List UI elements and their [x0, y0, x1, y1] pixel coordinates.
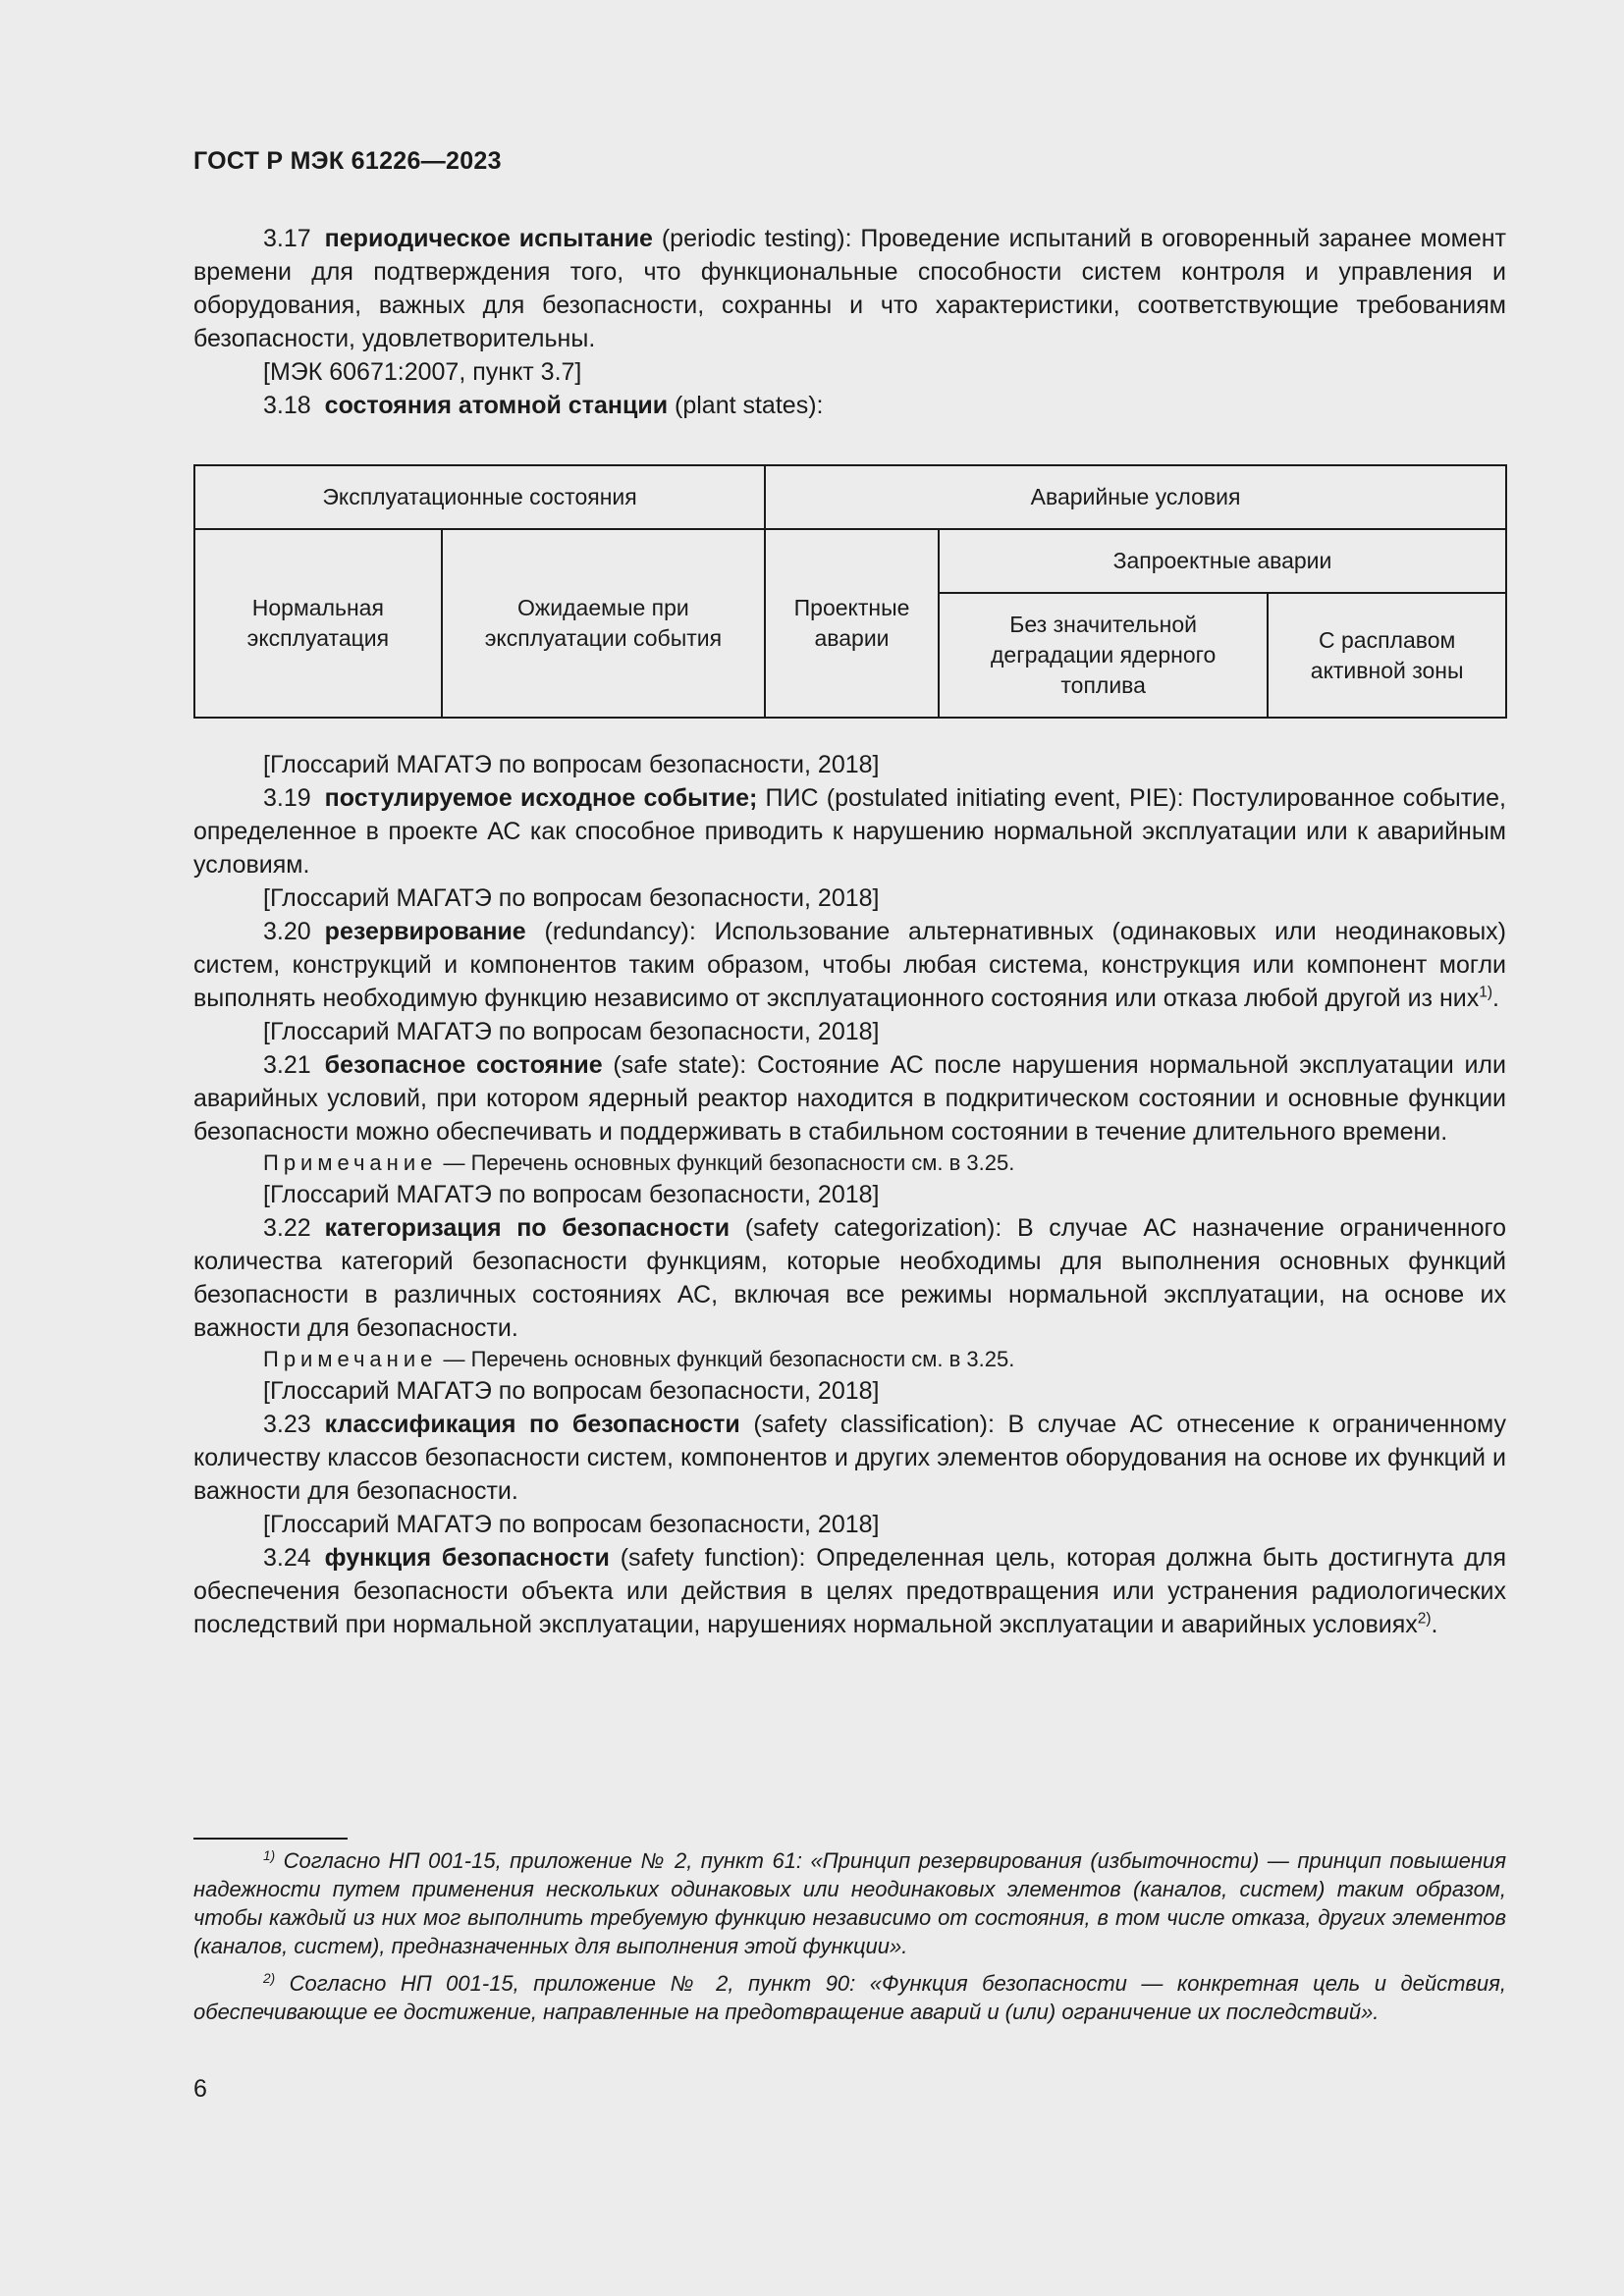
footnote-separator	[193, 1838, 348, 1840]
term: безопасное состояние	[324, 1051, 603, 1079]
reference: [Глоссарий МАГАТЭ по вопросам безопасности, 2018]	[263, 1377, 880, 1405]
section-3-17: 3.17 периодическое испытание (periodic testing): Проведение испытаний в оговоренный заранее момент времени для подтверждения того, что функциональные способности систем контроля и управления и оборудования, важных для безопасности, сохранны и что характеристики, соответствующие требованиям безопасности, удовлетворительны.	[193, 225, 1506, 352]
term: классификация по безопасности	[324, 1411, 740, 1438]
note: Примечание — Перечень основных функций безопасности см. в 3.25.	[263, 1150, 1015, 1175]
section-3-18: 3.18 состояния атомной станции (plant states):	[263, 392, 824, 419]
core-melt-cell: С расплавом активной зоны	[1268, 593, 1506, 718]
term: категоризация по безопасности	[324, 1214, 731, 1242]
plant-states-table	[193, 464, 1507, 719]
dba-cell: Проектные аварии	[765, 529, 939, 718]
term: состояния атомной станции	[324, 392, 669, 419]
reference: [Глоссарий МАГАТЭ по вопросам безопасности, 2018]	[263, 1018, 880, 1045]
reference: [Глоссарий МАГАТЭ по вопросам безопасности, 2018]	[263, 884, 880, 912]
section-3-21: 3.21 безопасное состояние (safe state): Состояние АС после нарушения нормальной эксплуатации или аварийных условий, при котором ядерный реактор находится в подкритическом состоянии и основные функции безопасности можно обеспечивать и поддерживать в стабильном состоянии в течение длительного времени.	[193, 1051, 1506, 1146]
reference: [Глоссарий МАГАТЭ по вопросам безопасности, 2018]	[263, 751, 880, 778]
operational-states-cell: Эксплуатационные состояния	[194, 465, 765, 529]
reference: [МЭК 60671:2007, пункт 3.7]	[263, 358, 582, 386]
accident-conditions-cell: Аварийные условия	[765, 465, 1506, 529]
section-3-24: 3.24 функция безопасности (safety function): Определенная цель, которая должна быть достигнута для обеспечения безопасности объекта или действия в целях предотвращения или устранения радиологических последствий при нормальной эксплуатации, нарушениях нормальной эксплуатации и аварийных условиях$^{2)}$.	[193, 1544, 1507, 1638]
reference: [Глоссарий МАГАТЭ по вопросам безопасности, 2018]	[263, 1181, 880, 1208]
note-label: Примечание	[263, 1347, 438, 1371]
note-label: Примечание	[263, 1150, 438, 1175]
footnotes	[193, 1846, 1506, 2035]
footnote-ref-1[interactable]: 1)	[1479, 984, 1493, 1001]
text-block-main	[193, 748, 1506, 1641]
page-number: 6	[193, 2075, 207, 2103]
footnote-ref-2[interactable]: 2)	[1417, 1610, 1432, 1628]
section-3-20: 3.20 резервирование (redundancy): Использование альтернативных (одинаковых или неодинаковых) систем, конструкций и компонентов таким образом, чтобы любая система, конструкция или компонент могли выполнять необходимую функцию независимо от эксплуатационного состояния или отказа любой другой из них$^{1)}$.	[193, 918, 1506, 1012]
footnote-1: $^{1)}$ Согласно НП 001-15, приложение № 2, пункт 61: «Принцип резервирования (избыточности) — принцип повышения надежности путем применения нескольких одинаковых или неодинаковых элементов (каналов, систем) таким образом, чтобы каждый из них мог выполнить требуемую функцию независимо от состояния, в том числе отказа, других элементов (каналов, систем), предназначенных для выполнения этой функции».	[193, 1847, 1506, 1958]
section-3-19: 3.19 постулируемое исходное событие; ПИС (postulated initiating event, PIE): Постулированное событие, определенное в проекте АС как способное приводить к нарушению нормальной эксплуатации или к аварийным условиям.	[193, 784, 1506, 879]
no-degradation-cell: Без значительной деградации ядерного топлива	[939, 593, 1268, 718]
document-header: ГОСТ Р МЭК 61226—2023	[193, 147, 502, 175]
term: резервирование	[324, 918, 526, 945]
reference: [Глоссарий МАГАТЭ по вопросам безопасности, 2018]	[263, 1511, 880, 1538]
term: периодическое испытание	[324, 225, 653, 252]
term: функция безопасности	[324, 1544, 610, 1572]
normal-operation-cell: Нормальная эксплуатация	[194, 529, 442, 718]
note: Примечание — Перечень основных функций безопасности см. в 3.25.	[263, 1347, 1015, 1371]
text-block-top	[193, 222, 1506, 422]
term: постулируемое исходное событие;	[324, 784, 758, 812]
section-3-22: 3.22 категоризация по безопасности (safety categorization): В случае АС назначение ограниченного количества категорий безопасности функциям, которые необходимы для выполнения основных функций безопасности в различных состояниях АС, включая все режимы нормальной эксплуатации, на основе их важности для безопасности.	[193, 1214, 1506, 1342]
bdba-cell: Запроектные аварии	[939, 529, 1506, 593]
section-3-23: 3.23 классификация по безопасности (safety classification): В случае АС отнесение к ограниченному количеству классов безопасности систем, компонентов и других элементов оборудования на основе их функций и важности для безопасности.	[193, 1411, 1507, 1505]
aoo-cell: Ожидаемые при эксплуатации события	[442, 529, 765, 718]
footnote-2: $^{2)}$ Согласно НП 001-15, приложение № 2, пункт 90: «Функция безопасности — конкретная цель и действия, обеспечивающие ее достижение, направленные на предотвращение аварий и (или) ограничение их последствий».	[193, 1970, 1506, 2024]
